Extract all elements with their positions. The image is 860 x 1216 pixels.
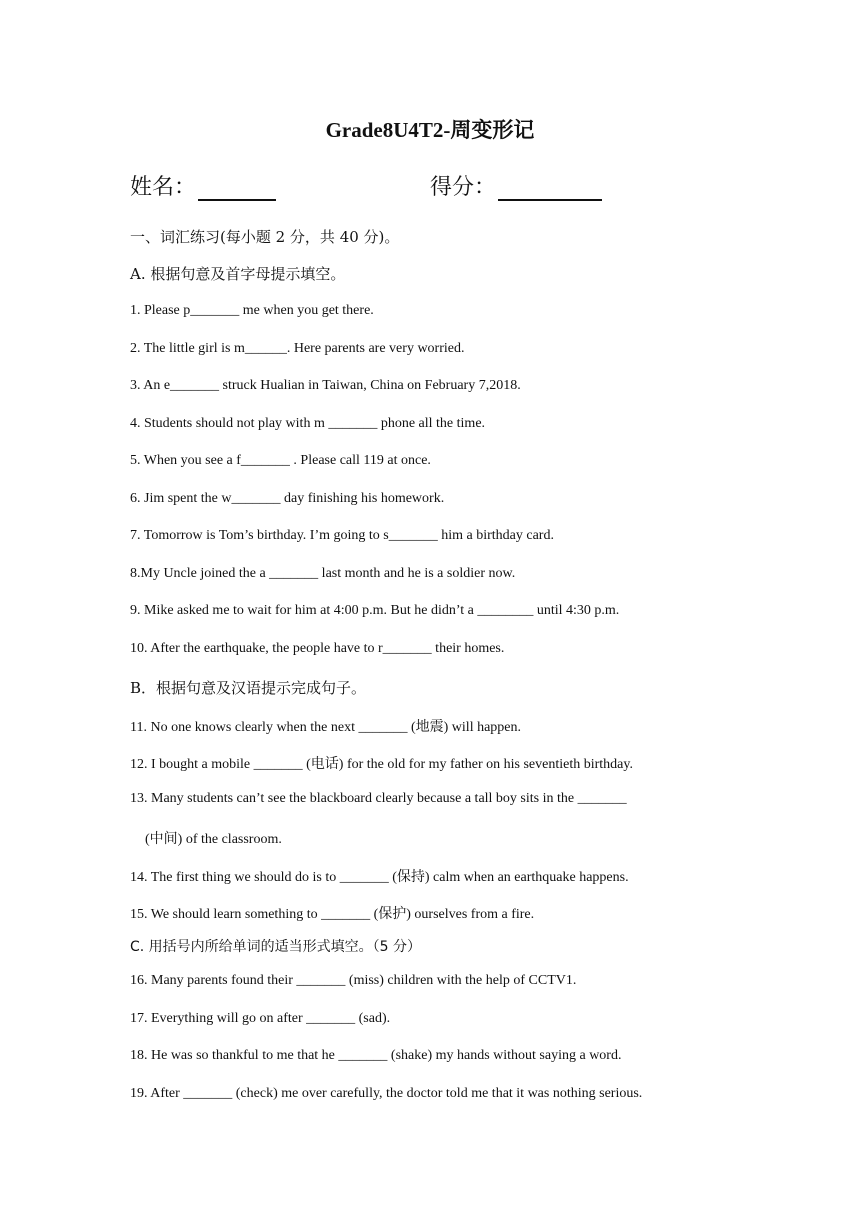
question-4: 4. Students should not play with m _______ phone all the time. [130, 416, 486, 431]
score-label: 得分： [430, 175, 497, 200]
question-11: 11. No one knows clearly when the next _______ (地震) will happen. [130, 720, 522, 735]
score-field[interactable] [430, 170, 602, 201]
question-14: 14. The first thing we should do is to _______ (保持) calm when an earthquake happens. [130, 870, 629, 885]
name-field[interactable] [130, 170, 276, 201]
question-9: 9. Mike asked me to wait for him at 4:00 p.m. But he didn’t a ________ until 4:30 p.m. [130, 603, 620, 618]
question-13-continuation: (中间) of the classroom. [145, 832, 282, 847]
question-10: 10. After the earthquake, the people have to r_______ their homes. [130, 641, 505, 656]
question-5: 5. When you see a f_______ . Please call 119 at once. [130, 453, 431, 468]
question-18: 18. He was so thankful to me that he _______ (shake) my hands without saying a word. [130, 1048, 622, 1063]
score-blank[interactable] [498, 173, 602, 201]
name-label: 姓名： [130, 175, 197, 200]
question-19: 19. After _______ (check) me over carefully, the doctor told me that it was nothing serious. [130, 1086, 643, 1101]
page-title: Grade8U4T2-周变形记 [325, 118, 535, 142]
question-2: 2. The little girl is m______. Here parents are very worried. [130, 341, 465, 356]
question-12: 12. I bought a mobile _______ (电话) for the old for my father on his seventieth birthday. [130, 757, 633, 772]
question-15: 15. We should learn something to _______ (保护) ourselves from a fire. [130, 907, 535, 922]
sectionC-heading: C. 用括号内所给单词的适当形式填空。（5 分） [130, 939, 422, 955]
question-13: 13. Many students can’t see the blackboard clearly because a tall boy sits in the _______ [130, 791, 627, 806]
question-6: 6. Jim spent the w_______ day finishing his homework. [130, 491, 445, 506]
question-7: 7. Tomorrow is Tom’s birthday. I’m going to s_______ him a birthday card. [130, 528, 554, 543]
question-8: 8.My Uncle joined the a _______ last month and he is a soldier now. [130, 566, 516, 581]
question-17: 17. Everything will go on after _______ (sad). [130, 1011, 391, 1026]
question-1: 1. Please p_______ me when you get there. [130, 303, 374, 318]
sectionB-heading: B．根据句意及汉语提示完成句子。 [130, 679, 367, 697]
sectionA-heading: A. 根据句意及首字母提示填空。 [130, 265, 346, 283]
question-3: 3. An e_______ struck Hualian in Taiwan, China on February 7,2018. [130, 378, 521, 393]
part1-heading: 一、词汇练习(每小题 2 分，共 40 分)。 [130, 228, 400, 246]
student-info-row [130, 170, 730, 204]
question-16: 16. Many parents found their _______ (miss) children with the help of CCTV1. [130, 973, 577, 988]
name-blank[interactable] [198, 173, 276, 201]
